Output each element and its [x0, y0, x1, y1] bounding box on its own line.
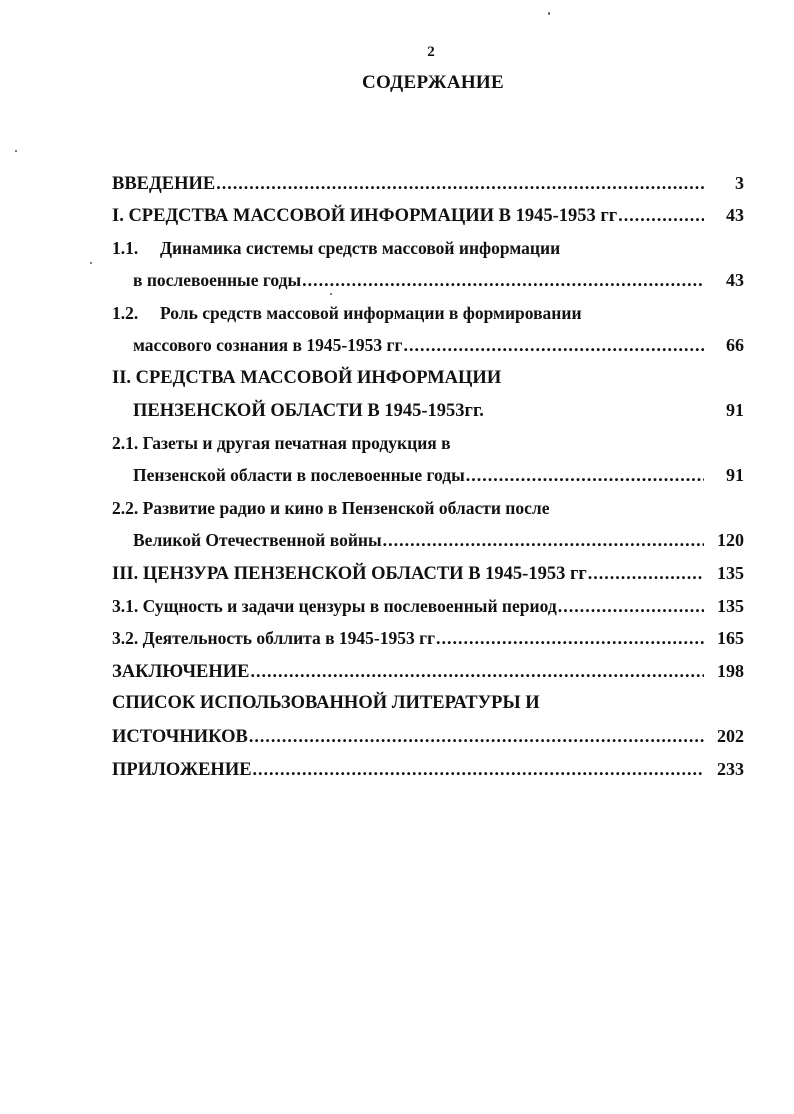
toc-entry-appendix[interactable]	[112, 759, 744, 783]
toc-page-number: 43	[726, 205, 744, 225]
toc-entry-section-1-1[interactable]	[112, 238, 744, 262]
page-number: 2	[427, 44, 435, 60]
toc-entry-section-1-1-cont[interactable]	[133, 270, 744, 294]
leader-dots	[588, 563, 704, 584]
toc-entry-intro[interactable]	[112, 173, 744, 197]
leader-dots	[558, 596, 704, 617]
leader-dots	[249, 726, 704, 747]
toc-entry-section-2-2[interactable]	[112, 498, 744, 522]
toc-entry-title-line2: массового сознания в 1945-1953 гг	[133, 335, 403, 355]
toc-entry-chapter-2-cont[interactable]	[133, 400, 744, 424]
toc-page-number: 198	[717, 661, 744, 681]
toc-entry-chapter-1[interactable]	[112, 205, 744, 229]
toc-entry-bibliography[interactable]	[112, 693, 744, 717]
section-title: Динамика системы средств массовой информации	[160, 238, 561, 258]
toc-entry-title-line1: II. СРЕДСТВА МАССОВОЙ ИНФОРМАЦИИ	[112, 368, 502, 388]
toc-page-number: 120	[717, 530, 744, 550]
page-title: СОДЕРЖАНИЕ	[362, 72, 504, 93]
toc-entry-title-line2: ИСТОЧНИКОВ	[112, 727, 248, 747]
toc-entry-title-line1	[112, 303, 582, 324]
scan-mark	[15, 150, 17, 152]
leader-dots	[436, 628, 704, 649]
toc-page-number: 43	[726, 270, 744, 290]
toc-entry-title-line2: Великой Отечественной войны	[133, 530, 382, 550]
toc-entry-section-3-1[interactable]	[112, 596, 744, 620]
toc-entry-section-2-1[interactable]	[112, 433, 744, 457]
toc-entry-title: ЗАКЛЮЧЕНИЕ	[112, 662, 250, 682]
toc-entry-section-1-2[interactable]	[112, 303, 744, 327]
toc-entry-title: 3.2. Деятельность обллита в 1945-1953 гг	[112, 628, 436, 648]
toc-entry-section-2-1-cont[interactable]	[133, 465, 744, 489]
leader-dots	[466, 465, 704, 486]
toc-entry-title: 3.1. Сущность и задачи цензуры в послевоенный период	[112, 596, 557, 616]
toc-entry-section-3-2[interactable]	[112, 628, 744, 652]
toc-entry-chapter-2[interactable]	[112, 368, 744, 392]
toc-page-number: 3	[735, 173, 744, 193]
toc-entry-title-line2: Пензенской области в послевоенные годы	[133, 465, 465, 485]
leader-dots	[253, 759, 704, 780]
toc-entry-section-2-2-cont[interactable]	[133, 530, 744, 554]
toc-entry-title-line1: 2.2. Развитие радио и кино в Пензенской области после	[112, 498, 550, 518]
toc-entry-title: ВВЕДЕНИЕ	[112, 174, 216, 194]
leader-dots	[618, 205, 704, 226]
leader-dots	[383, 530, 704, 551]
leader-dots	[302, 270, 704, 291]
toc-entry-conclusion[interactable]	[112, 661, 744, 685]
section-number: 1.2.	[112, 303, 139, 323]
toc-page-number: 233	[717, 759, 744, 779]
toc-entry-title-line2: ПЕНЗЕНСКОЙ ОБЛАСТИ В 1945-1953гг.	[133, 401, 484, 421]
toc-page-number: 165	[717, 628, 744, 648]
scan-mark	[548, 12, 550, 15]
toc-page-number: 91	[726, 400, 744, 420]
scan-mark	[90, 262, 92, 264]
toc-entry-title: I. СРЕДСТВА МАССОВОЙ ИНФОРМАЦИИ В 1945-1953 гг	[112, 206, 618, 226]
toc-entry-section-1-2-cont[interactable]	[133, 335, 744, 359]
toc-entry-title-line1: СПИСОК ИСПОЛЬЗОВАННОЙ ЛИТЕРАТУРЫ И	[112, 693, 540, 713]
toc-entry-title: ПРИЛОЖЕНИЕ	[112, 760, 252, 780]
toc-entry-title-line1	[112, 238, 560, 259]
toc-page-number: 66	[726, 335, 744, 355]
toc-entry-title: III. ЦЕНЗУРА ПЕНЗЕНСКОЙ ОБЛАСТИ В 1945-1953 гг	[112, 564, 587, 584]
toc-page-number: 202	[717, 726, 744, 746]
leader-dots	[216, 173, 704, 194]
leader-dots	[251, 661, 705, 682]
toc-entry-title-line2: в послевоенные годы	[133, 270, 302, 290]
toc-page-number: 91	[726, 465, 744, 485]
toc-page-number: 135	[717, 563, 744, 583]
leader-dots	[403, 335, 704, 356]
toc-entry-bibliography-cont[interactable]	[112, 726, 744, 750]
toc-page-number: 135	[717, 596, 744, 616]
section-number: 1.1.	[112, 238, 139, 258]
toc-entry-title-line1: 2.1. Газеты и другая печатная продукция в	[112, 433, 451, 453]
section-title: Роль средств массовой информации в формировании	[160, 303, 582, 323]
toc-entry-chapter-3[interactable]	[112, 563, 744, 587]
